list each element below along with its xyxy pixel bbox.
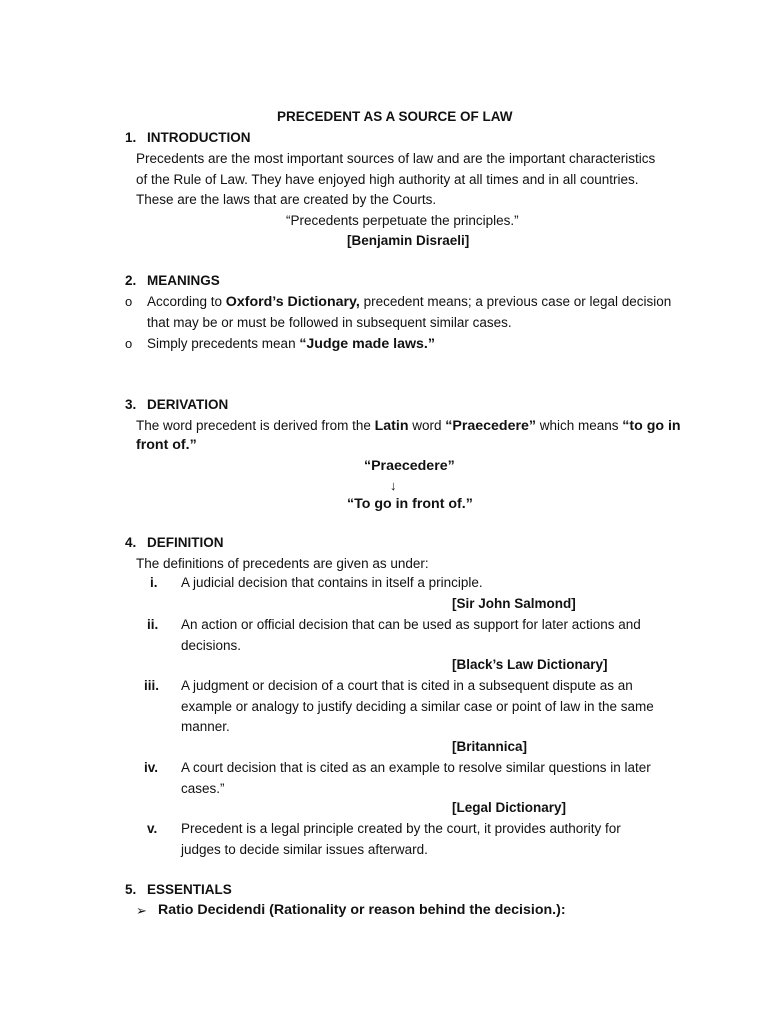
- definition-text: A court decision that is cited as an example to resolve similar questions in later: [181, 760, 651, 775]
- definition-number: iv.: [144, 760, 159, 775]
- s3-line-2: front of.”: [136, 437, 197, 453]
- s3-l1-b: Latin: [374, 418, 409, 434]
- s3-l1-a: The word precedent is derived from the: [136, 418, 375, 433]
- s3-l1-c: word: [408, 418, 446, 433]
- definition-text: manner.: [181, 719, 230, 734]
- s2-b1-bold: Oxford’s Dictionary,: [225, 294, 360, 310]
- s3-l1-f: “to go in: [622, 418, 681, 434]
- definition-citation: [Legal Dictionary]: [452, 800, 567, 815]
- definition-text: An action or official decision that can be used as support for later actions and: [181, 617, 641, 632]
- s3-center-word: “Praecedere”: [364, 458, 455, 474]
- s4-intro: The definitions of precedents are given as under:: [136, 556, 429, 571]
- definition-text: example or analogy to justify deciding a similar case or point of law in the same: [181, 699, 654, 714]
- s2-b2-bold: “Judge made laws.”: [299, 336, 435, 352]
- bullet-marker: o: [125, 336, 133, 351]
- s2-bullet-2: [147, 334, 435, 355]
- definition-number: v.: [147, 821, 158, 836]
- definition-text: cases.”: [181, 781, 225, 796]
- section-5-number: 5.: [125, 882, 137, 897]
- section-2-number: 2.: [125, 273, 137, 288]
- definition-text: decisions.: [181, 638, 242, 653]
- section-1-heading: INTRODUCTION: [147, 130, 251, 145]
- s3-line-1: [136, 416, 681, 437]
- definition-number: ii.: [147, 617, 159, 632]
- bullet-marker: o: [125, 294, 133, 309]
- s1-quote: “Precedents perpetuate the principles.”: [286, 213, 519, 228]
- down-arrow-icon: ↓: [390, 478, 397, 493]
- definition-number: i.: [150, 575, 158, 590]
- section-3-number: 3.: [125, 397, 137, 412]
- s3-l1-e: which means: [535, 418, 623, 433]
- definition-citation: [Black’s Law Dictionary]: [452, 657, 608, 672]
- definition-text: A judgment or decision of a court that is cited in a subsequent dispute as an: [181, 678, 633, 693]
- s2-b2-pre: Simply precedents mean: [147, 336, 300, 351]
- section-1-number: 1.: [125, 130, 137, 145]
- section-4-heading: DEFINITION: [147, 535, 224, 550]
- s2-bullet-1: [147, 292, 671, 313]
- page-title: PRECEDENT AS A SOURCE OF LAW: [277, 109, 513, 124]
- section-4-number: 4.: [125, 535, 137, 550]
- s1-quote-author: [Benjamin Disraeli]: [347, 233, 470, 248]
- definition-text: judges to decide similar issues afterward.: [181, 842, 428, 857]
- s3-center-meaning: “To go in front of.”: [347, 496, 473, 512]
- section-2-heading: MEANINGS: [147, 273, 220, 288]
- s2-b1-post: precedent means; a previous case or legal decision: [359, 294, 672, 309]
- s1-line-3: These are the laws that are created by the Courts.: [136, 192, 437, 207]
- section-5-heading: ESSENTIALS: [147, 882, 232, 897]
- s3-l1-d: “Praecedere”: [445, 418, 536, 434]
- arrow-bullet-icon: ➢: [136, 903, 147, 918]
- s2-b1-pre: According to: [147, 294, 226, 309]
- definition-citation: [Britannica]: [452, 739, 528, 754]
- definition-citation: [Sir John Salmond]: [452, 596, 576, 611]
- definition-text: Precedent is a legal principle created by the court, it provides authority for: [181, 821, 621, 836]
- section-3-heading: DERIVATION: [147, 397, 229, 412]
- s2-bullet-1-line-2: that may be or must be followed in subsequent similar cases.: [147, 315, 512, 330]
- s5-item-1: Ratio Decidendi (Rationality or reason behind the decision.):: [158, 902, 566, 918]
- s1-line-2: of the Rule of Law. They have enjoyed high authority at all times and in all countries.: [136, 172, 639, 187]
- definition-text: A judicial decision that contains in itself a principle.: [181, 575, 483, 590]
- s1-line-1: Precedents are the most important sources of law and are the important characteristics: [136, 151, 656, 166]
- definition-number: iii.: [144, 678, 160, 693]
